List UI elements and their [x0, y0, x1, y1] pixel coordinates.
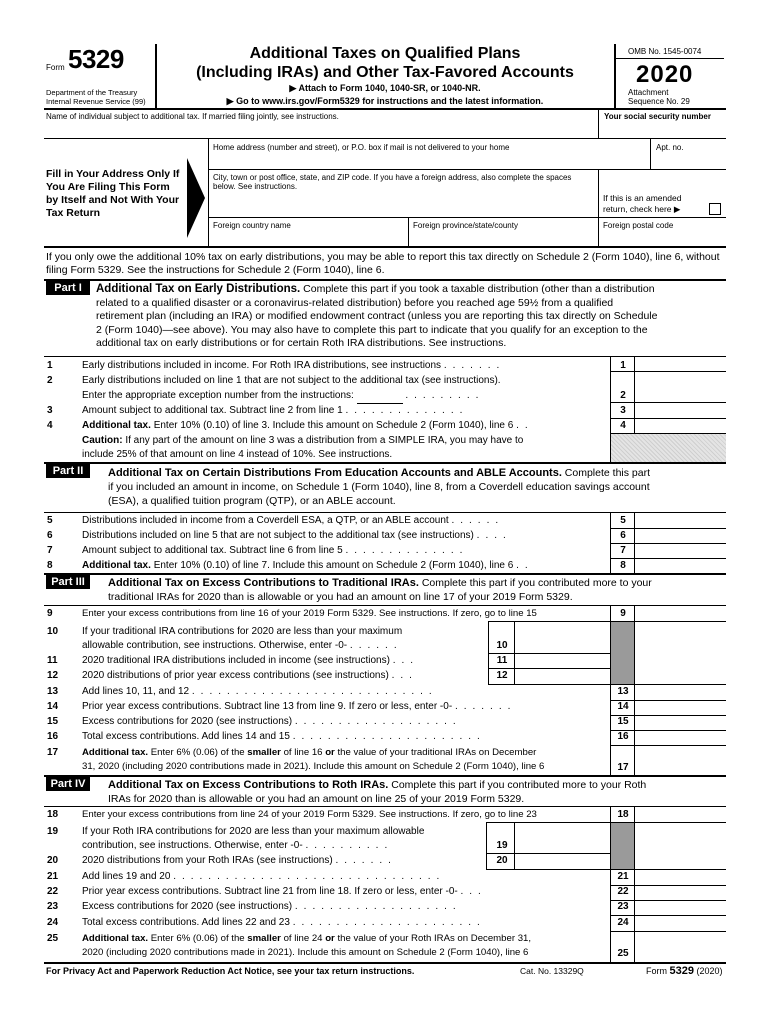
attachment-label: Attachment [628, 88, 669, 97]
line-box-number: 23 [617, 901, 629, 912]
privacy-notice: For Privacy Act and Paperwork Reduction Act Notice, see your tax return instructions. [46, 966, 415, 976]
line21-amount[interactable] [636, 870, 724, 884]
caution-text [82, 434, 523, 448]
line-box-number: 18 [617, 809, 629, 820]
line-number: 3 [47, 405, 53, 416]
part3-desc1: Complete this part if you contributed more to your [421, 577, 652, 589]
line25-a: Enter 6% (0.06) of the [150, 933, 245, 944]
line-number: 6 [47, 530, 53, 541]
line-number: 13 [47, 686, 59, 697]
line12-text: 2020 distributions of prior year excess contributions (see instructions) ... [82, 670, 418, 681]
part3-title: Additional Tax on Excess Contributions to Traditional IRAs. [108, 577, 419, 589]
line16-text: Total excess contributions. Add lines 14 and 15 ...................... [82, 731, 486, 742]
attach-instruction: ▶ Attach to Form 1040, 1040-SR, or 1040-NR. [289, 83, 481, 93]
line14-label: Prior year excess contributions. Subtract line 13 from line 9. If zero or less, enter -0- [82, 701, 453, 712]
line21-text: Add lines 19 and 20 ............................... [82, 871, 446, 882]
foreign-province-input[interactable] [413, 230, 593, 244]
footer-form-number: 5329 [669, 965, 694, 977]
line24-text: Total excess contributions. Add lines 22 and 23 ...................... [82, 917, 486, 928]
line17-a: Enter 6% (0.06) of the [150, 747, 245, 758]
line7-text: Amount subject to additional tax. Subtract line 6 from line 5 .............. [82, 545, 469, 556]
line11-text: 2020 traditional IRA distributions included in income (see instructions) ... [82, 655, 420, 666]
line-box-number: 9 [620, 608, 626, 619]
arrow-right-icon [187, 158, 205, 238]
line13-text: Add lines 10, 11, and 12 ............................ [82, 686, 438, 697]
line-number: 14 [47, 701, 59, 712]
line-box-number: 14 [617, 701, 629, 712]
line5-text: Distributions included in income from a Coverdell ESA, a QTP, or an ABLE account ...... [82, 515, 505, 526]
line24-label: Total excess contributions. Add lines 22 and 23 [82, 917, 290, 928]
line10b-label: allowable contribution, see instructions. Otherwise, enter -0- [82, 640, 348, 651]
line-box-number: 6 [620, 530, 626, 541]
line1-amount[interactable] [636, 357, 724, 370]
line17-bold: Additional tax. [82, 747, 149, 758]
line-number: 21 [47, 871, 59, 882]
form-word: Form [46, 63, 65, 72]
line25-smaller: smaller [247, 933, 281, 944]
apt-input[interactable] [656, 152, 722, 166]
line2a-text: Early distributions included on line 1 that are not subject to the additional tax (see instructions). [82, 375, 501, 386]
apt-label: Apt. no. [656, 143, 684, 152]
part1-desc3: retirement plan (including an IRA) or modified endowment contract (unless you are reporting this tax directly on Schedule [96, 310, 658, 322]
line24-amount[interactable] [636, 916, 724, 930]
line-number: 15 [47, 716, 59, 727]
line2b-text: Enter the appropriate exception number from the instructions: ......... [82, 389, 484, 404]
line16-label: Total excess contributions. Add lines 14 and 15 [82, 731, 290, 742]
line13-label: Add lines 10, 11, and 12 [82, 686, 190, 697]
line12-amount[interactable] [516, 668, 608, 682]
line22-label: Prior year excess contributions. Subtract line 21 from line 18. If zero or less, enter -0- [82, 886, 458, 897]
foreign-postal-label: Foreign postal code [603, 221, 674, 230]
line-box-number: 19 [496, 840, 508, 851]
line6-text: Distributions included on line 5 that are not subject to the additional tax (see instructions) .... [82, 530, 512, 541]
line6-amount[interactable] [636, 528, 724, 542]
part2-title: Additional Tax on Certain Distributions From Education Accounts and ABLE Accounts. [108, 467, 562, 479]
line8-amount[interactable] [636, 558, 724, 572]
line12-label: 2020 distributions of prior year excess contributions (see instructions) [82, 670, 389, 681]
line-number: 10 [47, 626, 59, 637]
line14-amount[interactable] [636, 700, 724, 714]
sequence-label: Sequence No. 29 [628, 97, 690, 106]
part2-desc1: Complete this part [564, 467, 651, 479]
line19b-label: contribution, see instructions. Otherwise, enter -0- [82, 840, 303, 851]
line5-label: Distributions included in income from a Coverdell ESA, a QTP, or an ABLE account [82, 515, 449, 526]
line4-label: Enter 10% (0.10) of line 3. Include this amount on Schedule 2 (Form 1040), line 6 [153, 420, 514, 431]
part4-header [108, 778, 726, 806]
line-box-number: 4 [620, 420, 626, 431]
part1-desc2: related to a qualified disaster or a coronavirus-related distribution) before you reached age 59½ from a qualified [96, 296, 614, 309]
line5-amount[interactable] [636, 513, 724, 527]
form-title [160, 44, 610, 82]
goto-instruction: ▶ Go to www.irs.gov/Form5329 for instructions and the latest information. [226, 96, 544, 106]
foreign-province-label: Foreign province/state/county [413, 221, 518, 230]
line9-text: Enter your excess contributions from line 16 of your 2019 Form 5329. See instructions. If zero, go to line 15 [82, 608, 537, 619]
line13-amount[interactable] [636, 685, 724, 699]
line-number: 23 [47, 901, 59, 912]
line-box-number: 5 [620, 515, 626, 526]
footer-year: (2020) [696, 966, 723, 976]
line19a-text: If your Roth IRA contributions for 2020 are less than your maximum allowable [82, 826, 425, 837]
line-box-number: 15 [617, 716, 629, 727]
line4-text: Additional tax. Enter 10% (0.10) of line 3. Include this amount on Schedule 2 (Form 1040), line 6 .. [82, 420, 534, 431]
exception-number-input[interactable] [357, 389, 403, 404]
line17-smaller: smaller [247, 747, 281, 758]
line-box-number: 12 [496, 670, 508, 681]
line21-label: Add lines 19 and 20 [82, 871, 171, 882]
line11-label: 2020 traditional IRA distributions included in income (see instructions) [82, 655, 390, 666]
line-number: 7 [47, 545, 53, 556]
line25-or: or [325, 933, 335, 944]
line-box-number: 3 [620, 405, 626, 416]
line3-amount[interactable] [636, 403, 724, 416]
city-label: City, town or post office, state, and ZIP code. If you have a foreign address, also complete the spaces below. See instructions. [213, 173, 572, 191]
line-box-number: 11 [496, 655, 508, 666]
caution-text-2: include 25% of that amount on line 4 instead of 10%. See instructions. [82, 449, 393, 460]
line-box-number: 20 [496, 855, 508, 866]
line10b-text: allowable contribution, see instructions. Otherwise, enter -0- ...... [82, 640, 403, 651]
footer-form-word: Form [646, 966, 667, 976]
line-box-number: 25 [617, 948, 629, 959]
line17-b: of line 16 [283, 747, 323, 758]
line9-amount[interactable] [636, 606, 724, 620]
city-input[interactable] [213, 195, 593, 213]
home-address-input[interactable] [213, 152, 645, 166]
part2-header [108, 466, 726, 508]
line-number: 20 [47, 855, 59, 866]
line15-text: Excess contributions for 2020 (see instructions) ................... [82, 716, 462, 727]
intro-body: If you only owe the additional 10% tax on early distributions, you may be able to report this tax directly on Schedule 2 (Form 1040), line 6, without filing Form 5329. See the instructions for Schedule 2 (Form 1040), line 6. [46, 251, 720, 276]
line-number: 12 [47, 670, 59, 681]
line8-bold: Additional tax. [82, 560, 151, 571]
line2-amount[interactable] [636, 387, 724, 400]
part1-desc4: 2 (Form 1040)—see above). You may also have to complete this part to indicate that you qualify for an exception to the [96, 323, 648, 336]
line25-b: of line 24 [283, 933, 323, 944]
line25-amount[interactable] [636, 932, 724, 961]
part4-title: Additional Tax on Excess Contributions to Roth IRAs. [108, 779, 389, 791]
line10-amount[interactable] [516, 638, 608, 652]
line4-bold: Additional tax. [82, 420, 151, 431]
line-number: 8 [47, 560, 53, 571]
line25-bold: Additional tax. [82, 933, 149, 944]
foreign-country-input[interactable] [213, 230, 403, 244]
line-box-number: 17 [617, 762, 629, 773]
line-number: 4 [47, 420, 53, 431]
part4-label: Part IV [46, 777, 90, 791]
line-box-number: 24 [617, 917, 629, 928]
name-input[interactable] [46, 121, 596, 135]
line17-c: the value of your traditional IRAs on December [337, 747, 537, 758]
line-number: 11 [47, 655, 58, 666]
line25a-text [82, 932, 531, 946]
part2-label: Part II [46, 464, 90, 478]
irs-line: Internal Revenue Service (99) [46, 97, 146, 106]
part1-label: Part I [46, 281, 90, 295]
line10a-text: If your traditional IRA contributions for 2020 are less than your maximum [82, 626, 403, 637]
part3-label: Part III [46, 575, 90, 589]
form-number: 5329 [68, 44, 124, 74]
line11-amount[interactable] [516, 653, 608, 667]
line-number: 22 [47, 886, 59, 897]
line1-label: Early distributions included in income. For Roth IRA distributions, see instructions [82, 360, 442, 371]
line22-amount[interactable] [636, 885, 724, 899]
line20-text: 2020 distributions from your Roth IRAs (see instructions) ....... [82, 855, 397, 866]
line23-text: Excess contributions for 2020 (see instructions) ................... [82, 901, 462, 912]
line-box-number: 16 [617, 731, 629, 742]
line22-text: Prior year excess contributions. Subtract line 21 from line 18. If zero or less, enter -0- ... [82, 886, 487, 897]
line-box-number: 7 [620, 545, 626, 556]
line-number: 2 [47, 375, 53, 386]
line4-amount[interactable] [636, 418, 724, 432]
line16-amount[interactable] [636, 730, 724, 744]
dept-line: Department of the Treasury [46, 88, 138, 97]
line-number: 17 [47, 747, 59, 758]
caution-bold: Caution: [82, 435, 123, 446]
line17-or: or [325, 747, 335, 758]
grey-block [611, 823, 634, 869]
part3-header [108, 576, 726, 604]
line23-amount[interactable] [636, 900, 724, 914]
line-box-number: 13 [617, 686, 629, 697]
line25-c: the value of your Roth IRAs on December 31, [337, 933, 532, 944]
line25d-text: 2020 (including 2020 contributions made in 2021). Include this amount on Schedule 2 (Form 1040), line 6 [82, 947, 529, 958]
intro-text [46, 251, 726, 277]
home-address-label: Home address (number and street), or P.O. box if mail is not delivered to your home [213, 143, 510, 152]
cat-number: Cat. No. 13329Q [520, 966, 584, 976]
line3-label: Amount subject to additional tax. Subtract line 2 from line 1 [82, 405, 343, 416]
line-number: 16 [47, 731, 59, 742]
line19-amount[interactable] [516, 839, 608, 853]
part1-desc5: additional tax on early distributions or for certain Roth IRA distributions. See instructions. [96, 337, 507, 349]
line-number: 19 [47, 826, 59, 837]
part4-desc2: IRAs for 2020 than is allowable or you had an amount on line 25 of your 2019 Form 5329. [108, 793, 525, 805]
foreign-postal-input[interactable] [603, 230, 721, 244]
line2b-label: Enter the appropriate exception number from the instructions: [82, 390, 354, 401]
line18-amount[interactable] [636, 807, 724, 821]
line3-text: Amount subject to additional tax. Subtract line 2 from line 1 .............. [82, 405, 469, 416]
amended-checkbox[interactable] [709, 203, 721, 215]
part2-desc3: (ESA), a qualified tuition program (QTP), or an ABLE account. [108, 495, 396, 507]
line-box-number: 21 [617, 871, 629, 882]
line-box-number: 2 [620, 390, 626, 401]
part1-title: Additional Tax on Early Distributions. [96, 283, 301, 295]
line15-label: Excess contributions for 2020 (see instructions) [82, 716, 293, 727]
line-box-number: 10 [496, 640, 508, 651]
fill-address-note: Fill in Your Address Only If You Are Filing This Form by Itself and Not With Your Tax Return [46, 168, 180, 219]
line1-text: Early distributions included in income. For Roth IRA distributions, see instructions ....... [82, 360, 506, 371]
omb-number: OMB No. 1545-0074 [628, 47, 702, 56]
line23-label: Excess contributions for 2020 (see instructions) [82, 901, 293, 912]
line8-text: Additional tax. Enter 10% (0.10) of line 7. Include this amount on Schedule 2 (Form 1040), line 6 .. [82, 560, 534, 571]
line19b-text: contribution, see instructions. Otherwise, enter -0- .......... [82, 840, 394, 851]
title-line-1: Additional Taxes on Qualified Plans [249, 45, 521, 62]
foreign-country-label: Foreign country name [213, 221, 291, 230]
line17d-text: 31, 2020 (including 2020 contributions made in 2021). Include this amount on Schedule 2 (Form 1040), line 6 [82, 761, 545, 772]
part4-desc1: Complete this part if you contributed more to your Roth [391, 779, 647, 791]
line-number: 18 [47, 809, 59, 820]
line-number: 24 [47, 917, 59, 928]
line15-amount[interactable] [636, 715, 724, 729]
line17a-text [82, 746, 536, 760]
footer-form-id [646, 965, 723, 977]
name-label: Name of individual subject to additional tax. If married filing jointly, see instructions. [46, 112, 339, 121]
line17-amount[interactable] [636, 746, 724, 774]
line-box-number: 1 [620, 360, 626, 371]
line-number: 9 [47, 608, 53, 619]
line20-amount[interactable] [516, 854, 608, 868]
line-box-number: 22 [617, 886, 629, 897]
ssn-input[interactable] [604, 122, 722, 136]
part1-desc1: Complete this part if you took a taxable distribution (other than a distribution [303, 283, 655, 295]
dept-treasury [46, 88, 146, 106]
part2-desc2: if you included an amount in income, on Schedule 1 (Form 1040), line 8, from a Coverdell education savings account [108, 481, 650, 493]
line7-amount[interactable] [636, 543, 724, 557]
line8-label: Enter 10% (0.10) of line 7. Include this amount on Schedule 2 (Form 1040), line 6 [153, 560, 514, 571]
line18-text: Enter your excess contributions from line 24 of your 2019 Form 5329. See instructions. If zero, go to line 23 [82, 809, 537, 820]
attachment-seq [628, 88, 690, 106]
line7-label: Amount subject to additional tax. Subtract line 6 from line 5 [82, 545, 343, 556]
line-box-number: 8 [620, 560, 626, 571]
part3-desc2: traditional IRAs for 2020 than is allowable or you had an amount on line 17 of your 2019 Form 5329. [108, 591, 573, 603]
line-number: 5 [47, 515, 53, 526]
tax-year: 2020 [636, 61, 694, 88]
line-number: 25 [47, 933, 59, 944]
amended-label: If this is an amended return, check here ▶ [603, 193, 682, 214]
part1-header [96, 283, 726, 351]
line14-text: Prior year excess contributions. Subtract line 13 from line 9. If zero or less, enter -0- ....... [82, 701, 517, 712]
line6-label: Distributions included on line 5 that are not subject to the additional tax (see instructions) [82, 530, 474, 541]
caution-body: If any part of the amount on line 3 was a distribution from a SIMPLE IRA, you may have to [125, 435, 524, 446]
grey-block [611, 622, 634, 684]
line-number: 1 [47, 360, 53, 371]
title-line-2: (Including IRAs) and Other Tax-Favored Accounts [196, 64, 574, 81]
line20-label: 2020 distributions from your Roth IRAs (see instructions) [82, 855, 333, 866]
ssn-label: Your social security number [604, 112, 711, 121]
shaded-area [611, 434, 726, 462]
